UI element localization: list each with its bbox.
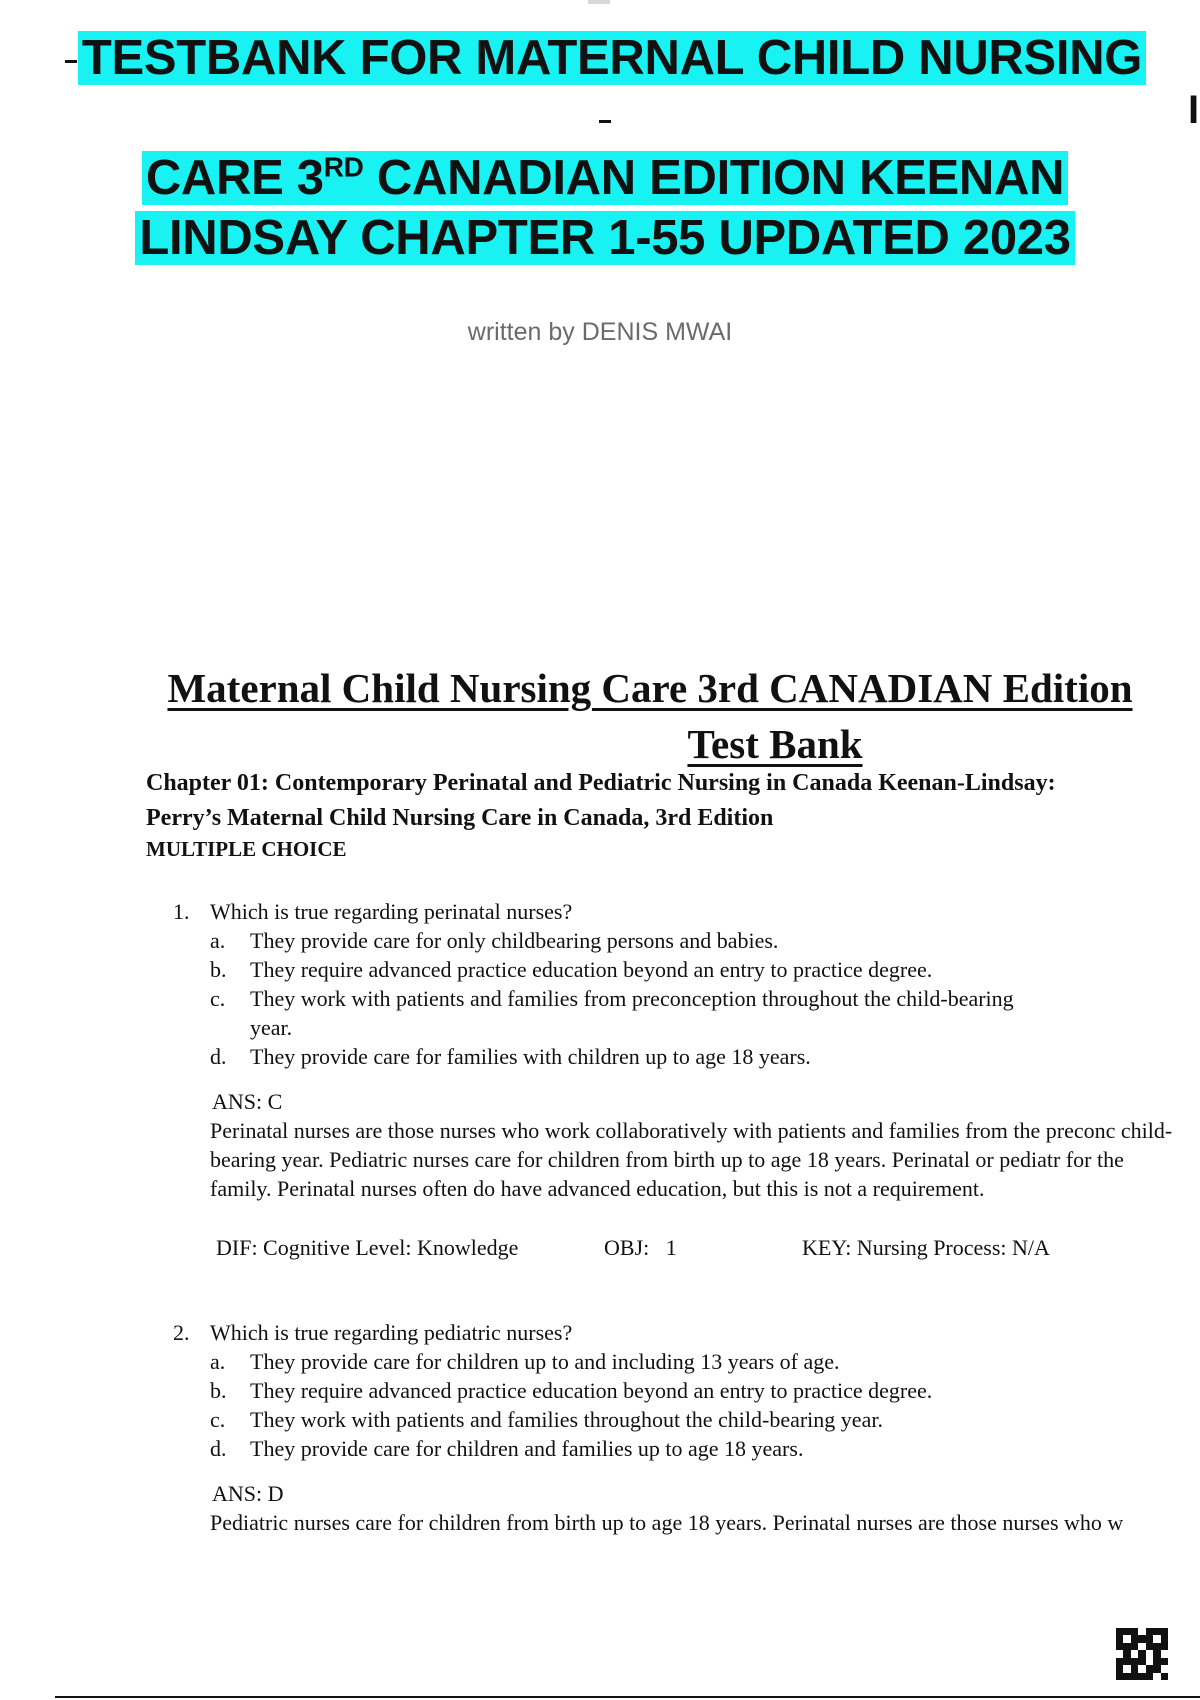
question-stem: Which is true regarding pediatric nurses? <box>210 1320 573 1345</box>
option-d: d. They provide care for children and families up to age 18 years. <box>210 1436 804 1461</box>
question-number: 1. <box>173 899 190 924</box>
meta-obj: OBJ: 1 <box>604 1235 677 1260</box>
testbank-title <box>60 28 1150 268</box>
chapter-heading-line-1: Chapter 01: Contemporary Perinatal and Pediatric Nursing in Canada Keenan-Lindsay: <box>146 770 1056 796</box>
chapter-heading <box>146 766 1186 836</box>
question-stem: Which is true regarding perinatal nurses? <box>210 899 573 924</box>
question-1 <box>170 897 1190 1263</box>
title-line-2: CARE 3RD CANADIAN EDITION KEENAN <box>60 148 1150 208</box>
option-d: d. They provide care for families with children up to age 18 years. <box>210 1044 811 1069</box>
book-title-line-1: Maternal Child Nursing Care 3rd CANADIAN Edition <box>167 665 1133 711</box>
author-line: written by DENIS MWAI <box>467 318 733 346</box>
section-label: MULTIPLE CHOICE <box>146 837 347 861</box>
cropped-edge-glyph: I <box>1188 88 1200 132</box>
option-b: b. They require advanced practice education beyond an entry to practice degree. <box>210 1378 933 1403</box>
question-meta <box>170 1233 1190 1263</box>
qr-code-icon <box>1116 1628 1168 1680</box>
strike-mark-left <box>65 60 77 63</box>
meta-dif: DIF: Cognitive Level: Knowledge <box>216 1235 519 1260</box>
title-line-3: LINDSAY CHAPTER 1-55 UPDATED 2023 <box>60 208 1150 268</box>
option-a: a. They provide care for children up to and including 13 years of age. <box>210 1349 840 1374</box>
page-bottom-rule <box>55 1696 1200 1698</box>
question-2 <box>170 1318 1190 1537</box>
option-a: a. They provide care for only childbearing persons and babies. <box>210 928 779 953</box>
answer-key: ANS: D <box>212 1481 284 1506</box>
question-number: 2. <box>173 1320 190 1345</box>
chapter-heading-line-2: Perry’s Maternal Child Nursing Care in Canada, 3rd Edition <box>146 805 774 831</box>
option-c: c. They work with patients and families from preconception throughout the child-bearing year. <box>210 986 1014 1040</box>
title-line-1: TESTBANK FOR MATERNAL CHILD NURSING <box>60 28 1150 148</box>
book-title <box>120 660 1180 772</box>
option-b: b. They require advanced practice education beyond an entry to practice degree. <box>210 957 933 982</box>
answer-key: ANS: C <box>212 1089 283 1114</box>
meta-key: KEY: Nursing Process: N/A <box>802 1235 1050 1260</box>
book-title-line-2: Test Bank <box>687 721 863 767</box>
rationale-text: Pediatric nurses care for children from birth up to age 18 years. Perinatal nurses are those nurses who w <box>210 1510 1124 1535</box>
option-c: c. They work with patients and families throughout the child-bearing year. <box>210 1407 883 1432</box>
top-edge-mark <box>588 0 610 4</box>
rationale-text: Perinatal nurses are those nurses who work collaboratively with patients and families from the preconc child-bearing year. Pediatric nurses care for children from birth up to age 18 years. Perinatal or pediatr for the family. Perinatal nurses often do have advanced education, but this is not a requirement. <box>210 1118 1173 1201</box>
strike-mark-right <box>599 120 611 123</box>
